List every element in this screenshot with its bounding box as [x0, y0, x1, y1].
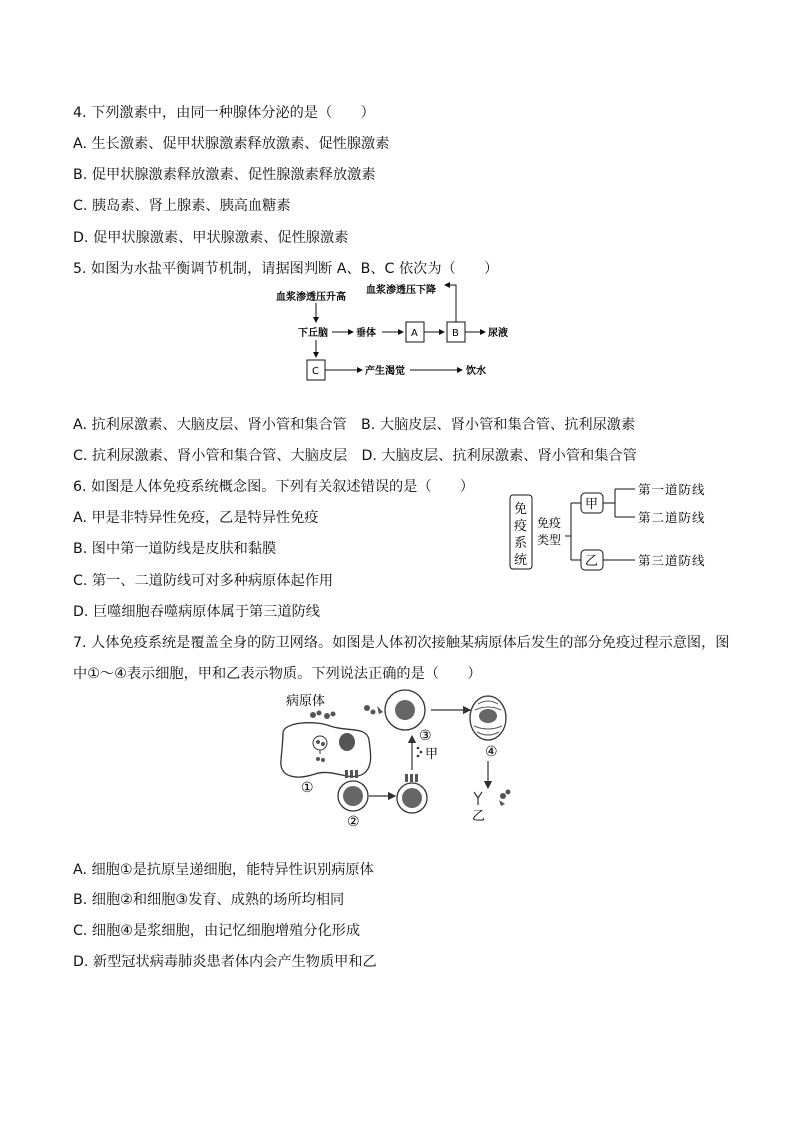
thirst-label: 产生渴觉 [365, 366, 405, 377]
substance-jia-icon [417, 747, 423, 758]
b-cell-nucleus [402, 788, 422, 808]
q7-option-c: C. 细胞④是浆细胞，由记忆细胞增殖分化形成 [73, 923, 361, 939]
cell-3-antigen-icon [364, 705, 383, 715]
cell-2-nucleus [343, 786, 363, 806]
immune-system-char-4: 统 [514, 553, 528, 568]
q7-option-a: A. 细胞①是抗原呈递细胞，能特异性识别病原体 [73, 862, 374, 878]
q6-option-b: B. 图中第一道防线是皮肤和黏膜 [73, 541, 277, 557]
cell-3-nucleus [395, 700, 415, 720]
plasma-high-label: 血浆渗透压升高 [276, 292, 346, 303]
cell-1-vesicle [313, 736, 327, 750]
box-c-label: C [312, 366, 319, 377]
antigen-fragment-icon [316, 757, 325, 762]
pituitary-label: 垂体 [356, 328, 376, 339]
q5-stem: 5. 如图为水盐平衡调节机制，请据图判断 A、B、C 依次为（ ） [73, 261, 499, 277]
q7-stem-line2: 中①～④表示细胞，甲和乙表示物质。下列说法正确的是（ ） [73, 666, 482, 682]
second-line-of-defense: 第二道防线 [638, 510, 706, 525]
q7-stem-line1: 7. 人体免疫系统是覆盖全身的防卫网络。如图是人体初次接触某病原体后发生的部分免疫过程示意图，图 [73, 635, 730, 651]
substance-yi-label: 乙 [472, 809, 486, 824]
cell-1-body [281, 723, 371, 777]
q5-options-row1: A. 抗利尿激素、大脑皮层、肾小管和集合管 B. 大脑皮层、肾小管和集合管、抗利尿激素 [73, 417, 636, 433]
immune-system-char-1: 免 [514, 502, 528, 517]
immune-type-line1: 免疫 [537, 516, 562, 530]
cell-3-number: ③ [419, 728, 432, 744]
third-line-of-defense: 第三道防线 [638, 553, 706, 568]
immune-process-diagram [275, 688, 535, 828]
immune-type-line2: 类型 [537, 533, 562, 547]
cell-4-number: ④ [485, 744, 498, 760]
pathogen-label: 病原体 [286, 694, 326, 709]
q6-option-c: C. 第一、二道防线可对多种病原体起作用 [73, 573, 334, 589]
cell-4-nucleus [479, 709, 497, 723]
water-salt-diagram [260, 278, 530, 383]
q5-options-row2: C. 抗利尿激素、肾小管和集合管、大脑皮层 D. 大脑皮层、抗利尿激素、肾小管和集合管 [73, 448, 637, 464]
pathogen-icon [310, 711, 336, 720]
q4-stem: 4. 下列激素中，由同一种腺体分泌的是（ ） [73, 105, 375, 121]
b-cell-receptor-icon [405, 774, 418, 782]
jia-label: 甲 [585, 497, 599, 512]
receptor-icon [345, 770, 358, 778]
immune-system-concept-diagram [505, 478, 730, 573]
box-a-label: A [411, 328, 418, 339]
q6-option-d: D. 巨噬细胞吞噬病原体属于第三道防线 [73, 604, 320, 620]
q4-option-b: B. 促甲状腺激素释放激素、促性腺激素释放激素 [73, 167, 376, 183]
q4-option-a: A. 生长激素、促甲状腺激素释放激素、促性腺激素 [73, 136, 390, 152]
cell-1-nucleus [339, 733, 355, 751]
substance-jia-label: 甲 [425, 747, 439, 762]
hypothalamus-label: 下丘脑 [298, 328, 328, 339]
urine-label: 尿液 [488, 328, 508, 339]
q7-option-b: B. 细胞②和细胞③发育、成熟的场所均相同 [73, 892, 345, 908]
immune-system-char-2: 疫 [514, 519, 528, 534]
q7-option-d: D. 新型冠状病毒肺炎患者体内会产生物质甲和乙 [73, 954, 377, 970]
cell-2-number: ② [347, 814, 360, 828]
q4-option-d: D. 促甲状腺激素、甲状腺激素、促性腺激素 [73, 230, 349, 246]
processed-antigen-icon [316, 740, 325, 746]
immune-system-char-3: 系 [514, 536, 528, 551]
arrow-b-to-plasma-low [445, 285, 456, 322]
drink-label: 饮水 [466, 366, 486, 377]
yi-label: 乙 [585, 554, 599, 569]
plasma-low-label: 血浆渗透压下降 [366, 285, 436, 296]
q6-stem: 6. 如图是人体免疫系统概念图。下列有关叙述错误的是（ ） [73, 479, 475, 495]
q6-option-a: A. 甲是非特异性免疫，乙是特异性免疫 [73, 510, 319, 526]
box-b-label: B [452, 328, 459, 339]
first-line-of-defense: 第一道防线 [638, 482, 706, 497]
antibody-icon [474, 792, 482, 805]
q4-option-c: C. 胰岛素、肾上腺素、胰高血糖素 [73, 198, 291, 214]
antibody-antigen-complex-icon [499, 790, 511, 807]
cell-1-number: ① [301, 780, 314, 796]
